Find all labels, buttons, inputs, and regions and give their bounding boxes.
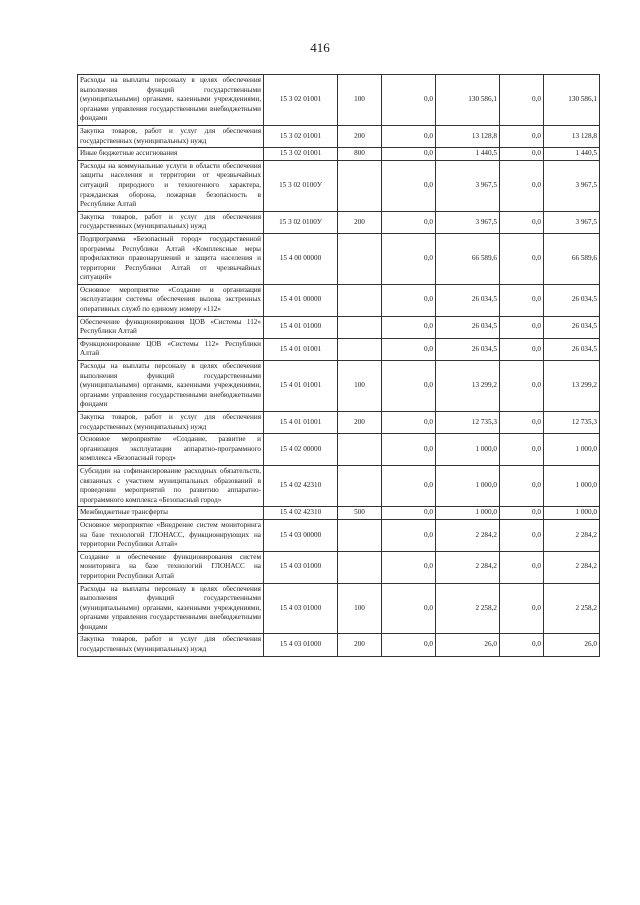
cell-c3: 0,0 (500, 507, 544, 520)
cell-code: 15 4 02 00000 (264, 434, 338, 466)
table-row (78, 361, 600, 412)
cell-c1: 0,0 (382, 634, 436, 656)
cell-vr: 200 (338, 634, 382, 656)
cell-c2: 2 284,2 (436, 519, 500, 551)
table-row (78, 551, 600, 583)
table-row (78, 583, 600, 634)
cell-c1: 0,0 (382, 211, 436, 233)
cell-c4: 66 589,6 (544, 233, 600, 284)
cell-c1: 0,0 (382, 160, 436, 211)
cell-c4: 13 299,2 (544, 361, 600, 412)
cell-code: 15 3 02 0100У (264, 211, 338, 233)
cell-code: 15 4 02 42310 (264, 465, 338, 506)
cell-c3: 0,0 (500, 361, 544, 412)
cell-vr: 200 (338, 412, 382, 434)
cell-c4: 130 586,1 (544, 75, 600, 126)
cell-c4: 1 440,5 (544, 148, 600, 161)
cell-c4: 12 735,3 (544, 412, 600, 434)
cell-c4: 2 284,2 (544, 519, 600, 551)
table-row (78, 519, 600, 551)
cell-c3: 0,0 (500, 634, 544, 656)
cell-c2: 3 967,5 (436, 160, 500, 211)
cell-vr (338, 434, 382, 466)
cell-c4: 3 967,5 (544, 211, 600, 233)
cell-vr: 500 (338, 507, 382, 520)
cell-c3: 0,0 (500, 519, 544, 551)
cell-c1: 0,0 (382, 361, 436, 412)
cell-code: 15 3 02 01001 (264, 125, 338, 147)
cell-name: Субсидии на софинансирование расходных обязательств, связанных с участием муниципальных образований в проведении мероприятий по развитию аппаратно-программного комплекса «Безопасный город» (78, 465, 264, 506)
cell-name: Расходы на выплаты персоналу в целях обеспечения выполнения функций государственными (муниципальными) органами, казенными учреждениями, органами управления государственными внебюджетными фондами (78, 361, 264, 412)
cell-c4: 13 128,8 (544, 125, 600, 147)
table-row (78, 465, 600, 506)
cell-c2: 1 000,0 (436, 465, 500, 506)
cell-c2: 26 034,5 (436, 316, 500, 338)
cell-vr: 200 (338, 211, 382, 233)
cell-name: Закупка товаров, работ и услуг для обеспечения государственных (муниципальных) нужд (78, 211, 264, 233)
cell-name: Расходы на выплаты персоналу в целях обеспечения выполнения функций государственными (муниципальными) органами, казенными учреждениями, органами управления государственными внебюджетными фондами (78, 75, 264, 126)
cell-c3: 0,0 (500, 316, 544, 338)
cell-vr (338, 551, 382, 583)
cell-c1: 0,0 (382, 434, 436, 466)
cell-c3: 0,0 (500, 583, 544, 634)
cell-vr (338, 465, 382, 506)
cell-c1: 0,0 (382, 125, 436, 147)
cell-name: Расходы на выплаты персоналу в целях обеспечения выполнения функций государственными (муниципальными) органами, казенными учреждениями, органами управления государственными внебюджетными фондами (78, 583, 264, 634)
cell-name: Закупка товаров, работ и услуг для обеспечения государственных (муниципальных) нужд (78, 412, 264, 434)
cell-name: Обеспечение функционирования ЦОВ «Системы 112» Республики Алтай (78, 316, 264, 338)
cell-c3: 0,0 (500, 551, 544, 583)
cell-c4: 1 000,0 (544, 507, 600, 520)
cell-c2: 130 586,1 (436, 75, 500, 126)
table-row (78, 412, 600, 434)
cell-c4: 26 034,5 (544, 284, 600, 316)
table-row (78, 338, 600, 360)
cell-name: Основное мероприятие «Создание и организация эксплуатации системы обеспечения вызова экстренных оперативных служб по единому номеру «112» (78, 284, 264, 316)
table-row (78, 233, 600, 284)
cell-name: Межбюджетные трансферты (78, 507, 264, 520)
cell-c2: 26,0 (436, 634, 500, 656)
cell-code: 15 4 01 01000 (264, 316, 338, 338)
cell-c3: 0,0 (500, 125, 544, 147)
cell-code: 15 4 03 01000 (264, 634, 338, 656)
cell-name: Иные бюджетные ассигнования (78, 148, 264, 161)
cell-name: Закупка товаров, работ и услуг для обеспечения государственных (муниципальных) нужд (78, 125, 264, 147)
cell-c1: 0,0 (382, 583, 436, 634)
cell-c3: 0,0 (500, 211, 544, 233)
table-row (78, 434, 600, 466)
cell-name: Основное мероприятие «Создание, развитие и организация эксплуатации аппаратно-программного комплекса «Безопасный город» (78, 434, 264, 466)
cell-c2: 1 440,5 (436, 148, 500, 161)
cell-c1: 0,0 (382, 551, 436, 583)
cell-vr (338, 338, 382, 360)
cell-c4: 1 000,0 (544, 434, 600, 466)
cell-c1: 0,0 (382, 412, 436, 434)
cell-c2: 13 128,8 (436, 125, 500, 147)
table-row (78, 211, 600, 233)
table-row (78, 316, 600, 338)
cell-c1: 0,0 (382, 148, 436, 161)
cell-c1: 0,0 (382, 75, 436, 126)
cell-c4: 1 000,0 (544, 465, 600, 506)
cell-c4: 2 284,2 (544, 551, 600, 583)
cell-c4: 3 967,5 (544, 160, 600, 211)
cell-code: 15 4 03 00000 (264, 519, 338, 551)
cell-c4: 26 034,5 (544, 316, 600, 338)
cell-c1: 0,0 (382, 338, 436, 360)
cell-c3: 0,0 (500, 284, 544, 316)
cell-vr (338, 519, 382, 551)
cell-code: 15 4 03 01000 (264, 583, 338, 634)
cell-c1: 0,0 (382, 316, 436, 338)
cell-c1: 0,0 (382, 519, 436, 551)
table-row (78, 75, 600, 126)
cell-c1: 0,0 (382, 465, 436, 506)
cell-code: 15 3 02 01001 (264, 148, 338, 161)
cell-code: 15 4 00 00000 (264, 233, 338, 284)
cell-c2: 12 735,3 (436, 412, 500, 434)
cell-c2: 66 589,6 (436, 233, 500, 284)
table-row (78, 160, 600, 211)
cell-name: Основное мероприятие «Внедрение систем мониторинга на базе технологий ГЛОНАСС, функционирующих на территории Республики Алтай» (78, 519, 264, 551)
cell-code: 15 4 01 00000 (264, 284, 338, 316)
cell-c3: 0,0 (500, 75, 544, 126)
table-row (78, 634, 600, 656)
table-row (78, 507, 600, 520)
cell-vr (338, 160, 382, 211)
cell-c2: 3 967,5 (436, 211, 500, 233)
cell-c4: 26 034,5 (544, 338, 600, 360)
cell-c3: 0,0 (500, 148, 544, 161)
cell-c1: 0,0 (382, 507, 436, 520)
cell-c2: 2 258,2 (436, 583, 500, 634)
cell-c2: 2 284,2 (436, 551, 500, 583)
cell-c3: 0,0 (500, 465, 544, 506)
cell-c4: 2 258,2 (544, 583, 600, 634)
cell-vr (338, 316, 382, 338)
cell-c3: 0,0 (500, 412, 544, 434)
cell-code: 15 4 03 01000 (264, 551, 338, 583)
page-number: 416 (310, 40, 330, 55)
cell-code: 15 4 01 01001 (264, 412, 338, 434)
cell-c3: 0,0 (500, 338, 544, 360)
cell-vr: 100 (338, 361, 382, 412)
table-row (78, 125, 600, 147)
cell-code: 15 4 02 42310 (264, 507, 338, 520)
cell-c2: 1 000,0 (436, 507, 500, 520)
cell-vr: 800 (338, 148, 382, 161)
cell-name: Расходы на коммунальные услуги в области обеспечения защиты населения и территории от чрезвычайных ситуаций природного и техногенного характера, гражданская оборона, пожарная безопасность в Республике Алтай (78, 160, 264, 211)
cell-c3: 0,0 (500, 160, 544, 211)
table-row (78, 284, 600, 316)
cell-vr: 100 (338, 75, 382, 126)
cell-c4: 26,0 (544, 634, 600, 656)
cell-c3: 0,0 (500, 233, 544, 284)
cell-vr (338, 233, 382, 284)
cell-name: Функционирование ЦОВ «Системы 112» Республики Алтай (78, 338, 264, 360)
cell-code: 15 4 01 01001 (264, 361, 338, 412)
cell-c3: 0,0 (500, 434, 544, 466)
cell-code: 15 4 01 01001 (264, 338, 338, 360)
cell-c2: 26 034,5 (436, 338, 500, 360)
cell-name: Создание и обеспечение функционирования систем мониторинга на базе технологий ГЛОНАСС на территории Республики Алтай (78, 551, 264, 583)
table-body (78, 75, 600, 657)
cell-c2: 26 034,5 (436, 284, 500, 316)
cell-name: Закупка товаров, работ и услуг для обеспечения государственных (муниципальных) нужд (78, 634, 264, 656)
cell-c2: 13 299,2 (436, 361, 500, 412)
cell-code: 15 3 02 0100У (264, 160, 338, 211)
budget-table (77, 74, 600, 657)
cell-c2: 1 000,0 (436, 434, 500, 466)
cell-c1: 0,0 (382, 284, 436, 316)
cell-c1: 0,0 (382, 233, 436, 284)
cell-vr: 100 (338, 583, 382, 634)
cell-name: Подпрограмма «Безопасный город» государственной программы Республики Алтай «Комплексные меры профилактики правонарушений и защита населения и территории Республики Алтай от чрезвычайных ситуаций» (78, 233, 264, 284)
cell-code: 15 3 02 01001 (264, 75, 338, 126)
cell-vr: 200 (338, 125, 382, 147)
cell-vr (338, 284, 382, 316)
table-row (78, 148, 600, 161)
